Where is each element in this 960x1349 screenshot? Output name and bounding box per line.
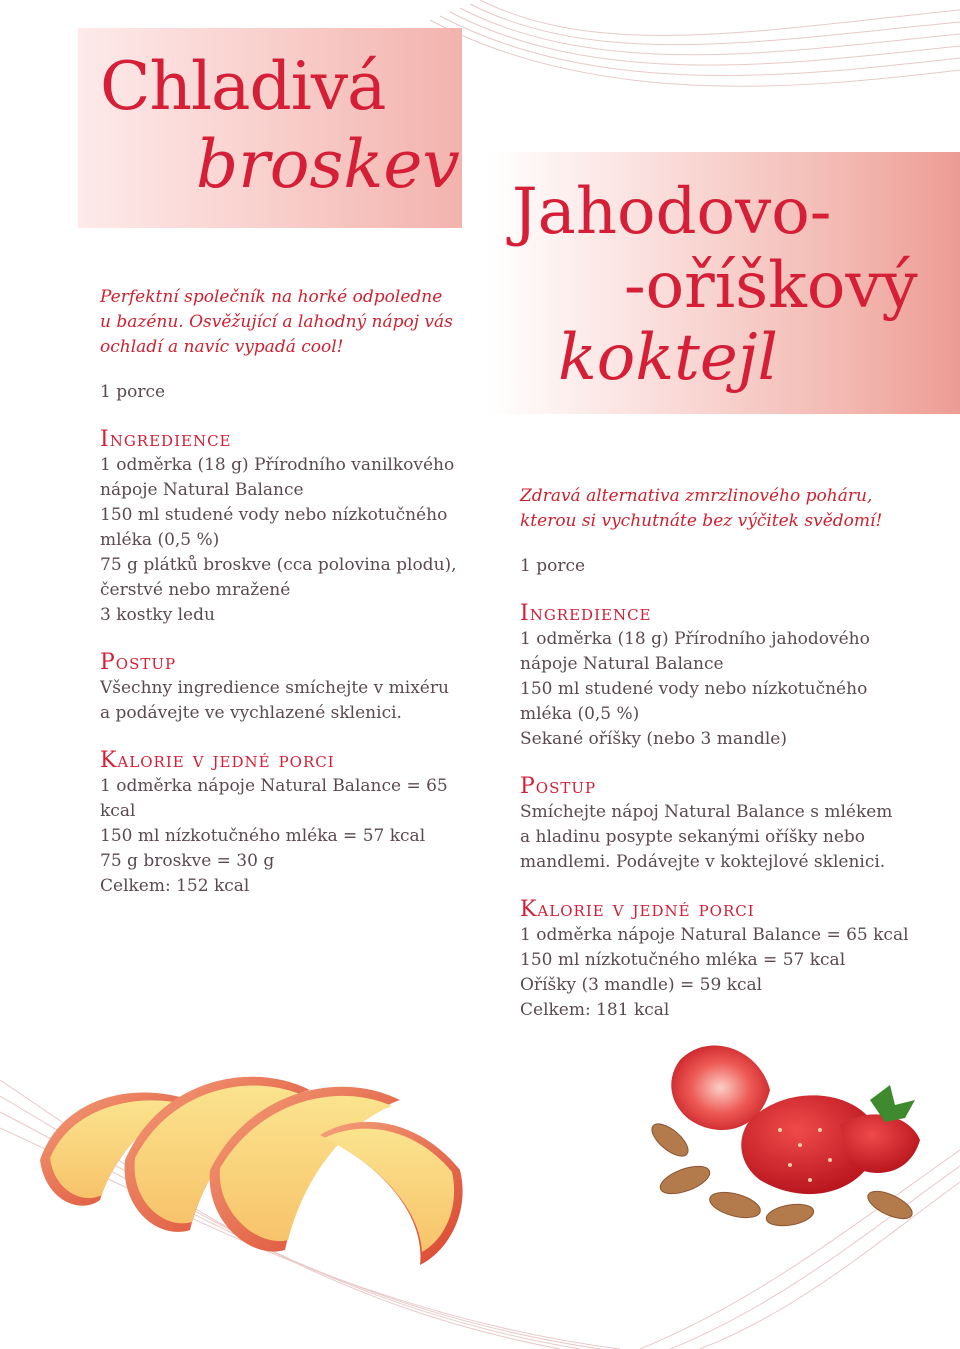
- intro-line: ochladí a navíc vypadá cool!: [100, 337, 344, 357]
- ingredient-line: 150 ml studené vody nebo nízkotučného: [520, 679, 868, 699]
- ingredient-line: nápoje Natural Balance: [520, 654, 724, 674]
- recipe2-ingredients-heading: Ingredience: [520, 601, 652, 626]
- recipe2-title-line3: koktejl: [558, 321, 778, 395]
- recipe2-ingredients-list: [520, 627, 940, 752]
- recipe2-calories-heading: Kalorie v jedné porci: [520, 897, 755, 922]
- calorie-line: 1 odměrka nápoje Natural Balance = 65 kcal: [100, 776, 448, 821]
- recipe2-title-line1: Jahodovo-: [512, 175, 832, 249]
- recipe2-intro: [520, 484, 940, 534]
- recipe1-calories: [100, 774, 470, 899]
- strawberries-almonds-image: [640, 1030, 940, 1240]
- recipe2-method: [520, 800, 940, 875]
- recipe2-portion: 1 porce: [520, 556, 586, 576]
- recipe1-title-line2: broskev: [196, 126, 460, 203]
- calorie-line: 1 odměrka nápoje Natural Balance = 65 kcal: [520, 925, 909, 945]
- ingredient-line: 150 ml studené vody nebo nízkotučného: [100, 505, 448, 525]
- calorie-line: 150 ml nízkotučného mléka = 57 kcal: [100, 826, 426, 846]
- method-line: Smíchejte nápoj Natural Balance s mlékem: [520, 802, 893, 822]
- recipe1-method: [100, 676, 470, 726]
- recipe1-method-heading: Postup: [100, 650, 177, 675]
- calorie-total: Celkem: 181 kcal: [520, 1000, 670, 1020]
- ingredient-line: 75 g plátků broskve (cca polovina plodu),: [100, 555, 457, 575]
- recipe2-calories: [520, 923, 940, 1023]
- ingredient-line: nápoje Natural Balance: [100, 480, 304, 500]
- ingredient-line: 1 odměrka (18 g) Přírodního jahodového: [520, 629, 870, 649]
- recipe1-intro: [100, 285, 470, 360]
- intro-line: Zdravá alternativa zmrzlinového poháru,: [520, 486, 873, 506]
- recipe1-portion: 1 porce: [100, 382, 166, 402]
- recipe2-body: [520, 484, 940, 1023]
- method-line: a hladinu posypte sekanými oříšky nebo: [520, 827, 865, 847]
- recipe1-ingredients-list: [100, 453, 470, 628]
- intro-line: u bazénu. Osvěžující a lahodný nápoj vás: [100, 312, 453, 332]
- calorie-line: 150 ml nízkotučného mléka = 57 kcal: [520, 950, 846, 970]
- recipe2-method-heading: Postup: [520, 774, 597, 799]
- calorie-total: Celkem: 152 kcal: [100, 876, 250, 896]
- recipe2-title-line2: -oříškový: [624, 249, 918, 323]
- calorie-line: Oříšky (3 mandle) = 59 kcal: [520, 975, 763, 995]
- method-line: a podávejte ve vychlazené sklenici.: [100, 703, 402, 723]
- recipe1-body: [100, 285, 470, 899]
- recipe2-title: [512, 175, 918, 395]
- method-line: Všechny ingredience smíchejte v mixéru: [100, 678, 449, 698]
- ingredient-line: 1 odměrka (18 g) Přírodního vanilkového: [100, 455, 455, 475]
- recipe1-title-line1: Chladivá: [100, 48, 386, 125]
- recipe1-title: [100, 48, 460, 203]
- ingredient-line: čerstvé nebo mražené: [100, 580, 291, 600]
- calorie-line: 75 g broskve = 30 g: [100, 851, 275, 871]
- peach-slices-image: [20, 1040, 490, 1290]
- intro-line: Perfektní společník na horké odpoledne: [100, 287, 443, 307]
- recipe1-calories-heading: Kalorie v jedné porci: [100, 748, 335, 773]
- recipe1-ingredients-heading: Ingredience: [100, 427, 232, 452]
- intro-line: kterou si vychutnáte bez výčitek svědomí!: [520, 511, 883, 531]
- ingredient-line: mléka (0,5 %): [100, 530, 220, 550]
- method-line: mandlemi. Podávejte v koktejlové sklenici.: [520, 852, 886, 872]
- ingredient-line: 3 kostky ledu: [100, 605, 215, 625]
- ingredient-line: mléka (0,5 %): [520, 704, 640, 724]
- ingredient-line: Sekané oříšky (nebo 3 mandle): [520, 729, 787, 749]
